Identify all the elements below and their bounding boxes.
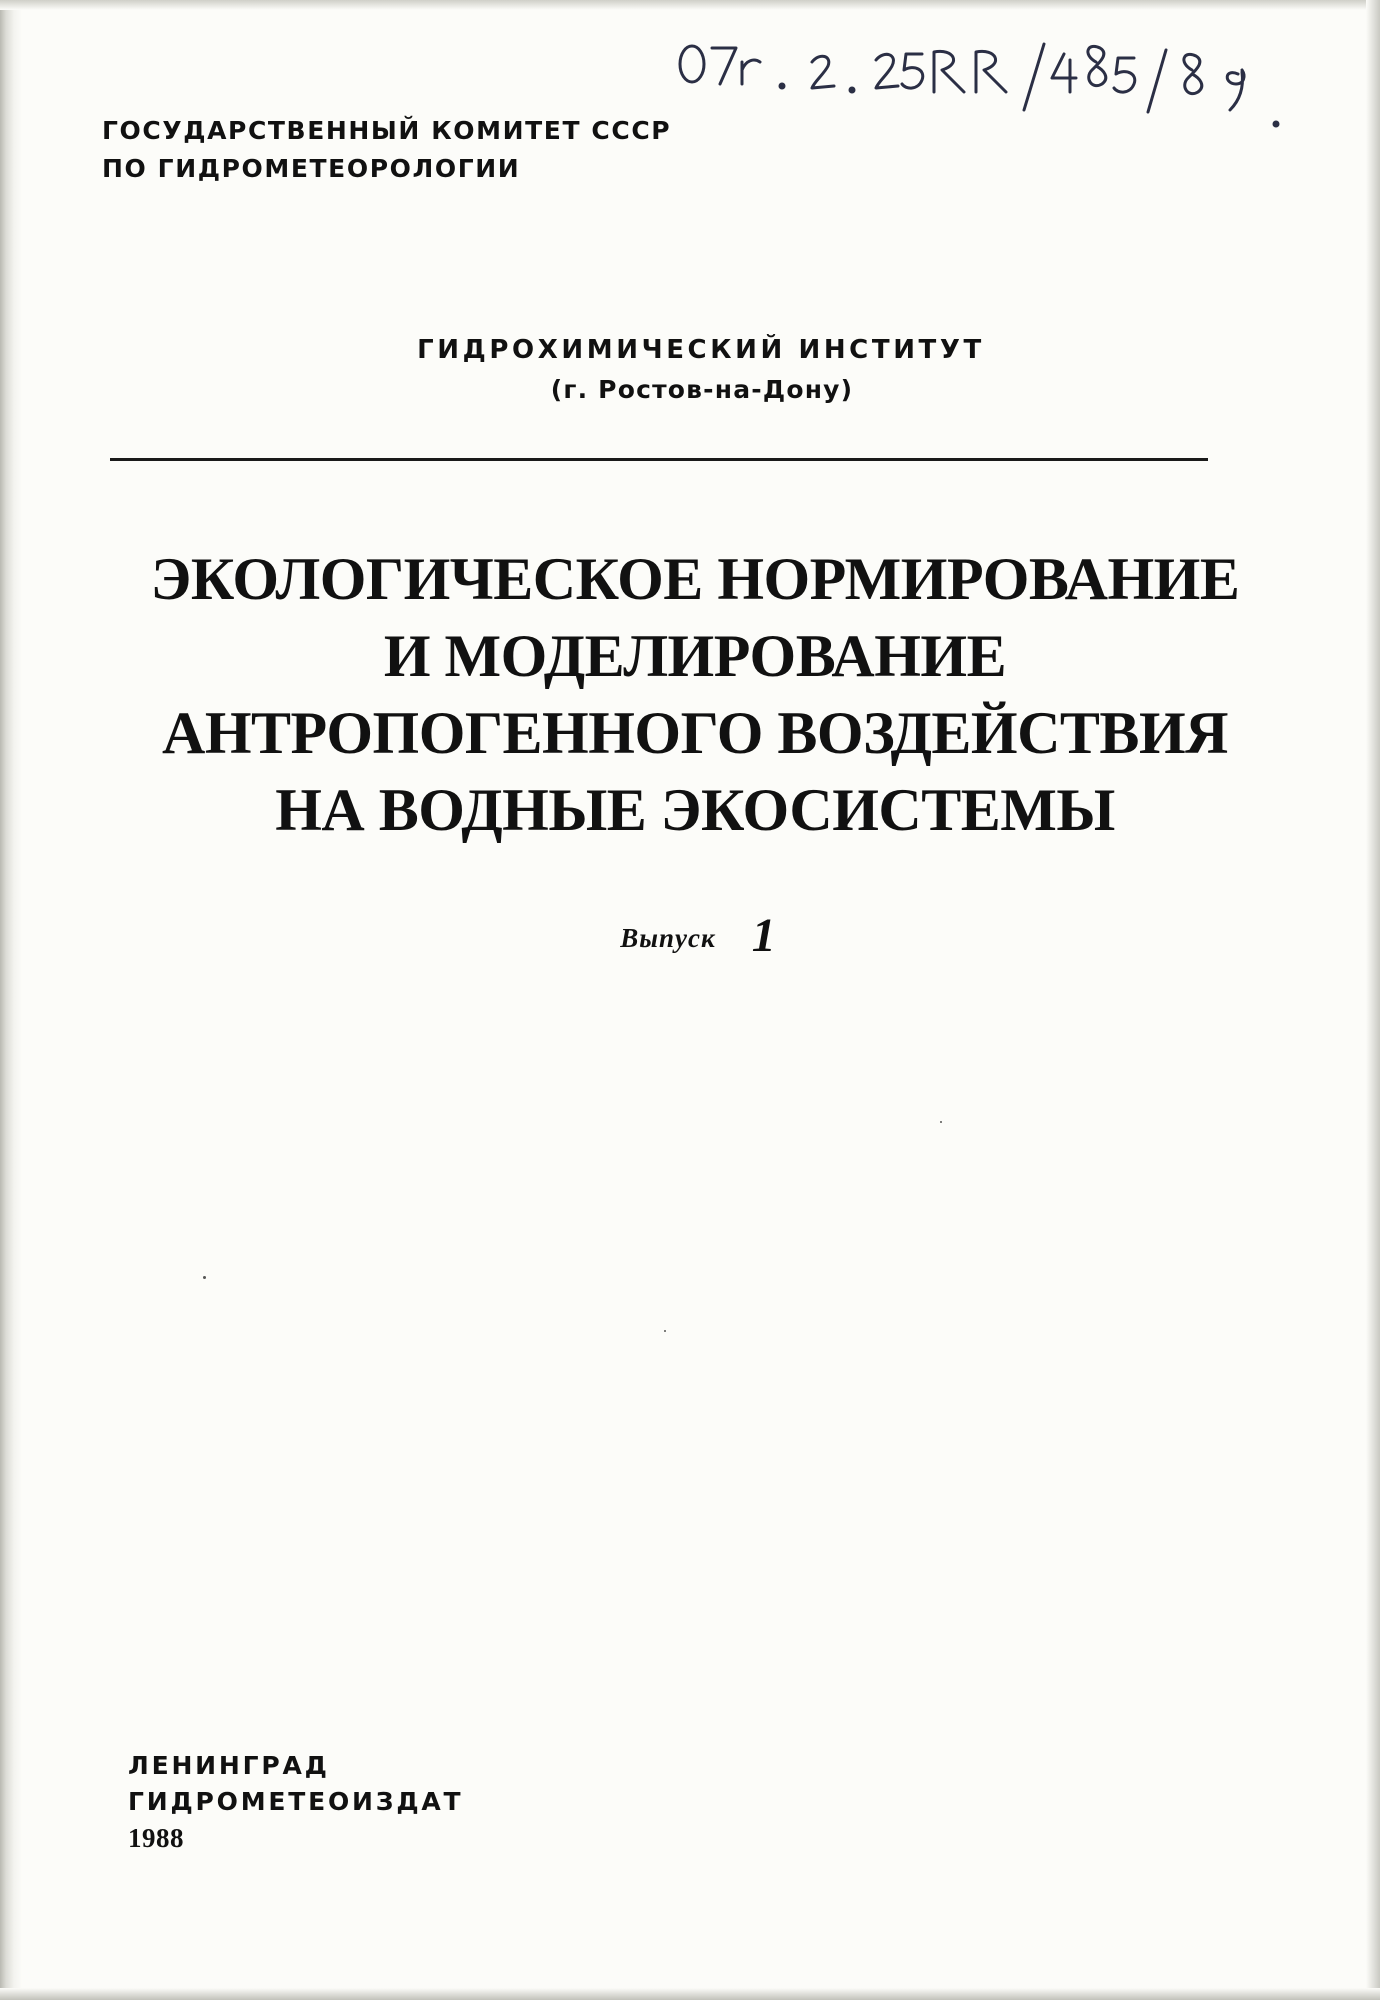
institute-name: ГИДРОХИМИЧЕСКИЙ ИНСТИТУТ: [417, 335, 985, 365]
publication-year: 1988: [128, 1823, 184, 1853]
page-right-edge: [1366, 0, 1380, 2000]
book-title-line-1: ЭКОЛОГИЧЕСКОЕ НОРМИРОВАНИЕ: [150, 546, 1240, 612]
issue-line: [0, 908, 1380, 963]
handwritten-shelf-mark: [672, 40, 1292, 130]
book-title-line-3: АНТРОПОГЕННОГО ВОЗДЕЙСТВИЯ: [162, 700, 1228, 766]
publisher-block: [128, 1748, 463, 1856]
paper-speck: [203, 1276, 206, 1279]
page-left-edge: [0, 0, 22, 2000]
issue-label: Выпуск: [620, 923, 716, 953]
page-bottom-edge: [0, 1988, 1380, 2000]
paper-speck: [940, 1121, 942, 1123]
issue-number: 1: [751, 909, 776, 962]
publisher-name: ГИДРОМЕТЕОИЗДАТ: [128, 1787, 464, 1816]
horizontal-divider: [110, 458, 1208, 461]
institute-city: (г. Ростов-на-Дону): [550, 375, 854, 404]
committee-line-1: ГОСУДАРСТВЕННЫЙ КОМИТЕТ СССР: [102, 116, 672, 145]
paper-speck: [664, 1330, 666, 1332]
committee-header: [102, 112, 671, 188]
book-title-line-2: И МОДЕЛИРОВАНИЕ: [383, 623, 1007, 689]
page-top-edge: [0, 0, 1380, 10]
book-title-line-4: НА ВОДНЫЕ ЭКОСИСТЕМЫ: [275, 777, 1115, 843]
book-title: [0, 541, 1380, 849]
institute-block: [0, 326, 1380, 414]
committee-line-2: ПО ГИДРОМЕТЕОРОЛОГИИ: [102, 154, 521, 183]
publisher-city: ЛЕНИНГРАД: [128, 1751, 330, 1780]
